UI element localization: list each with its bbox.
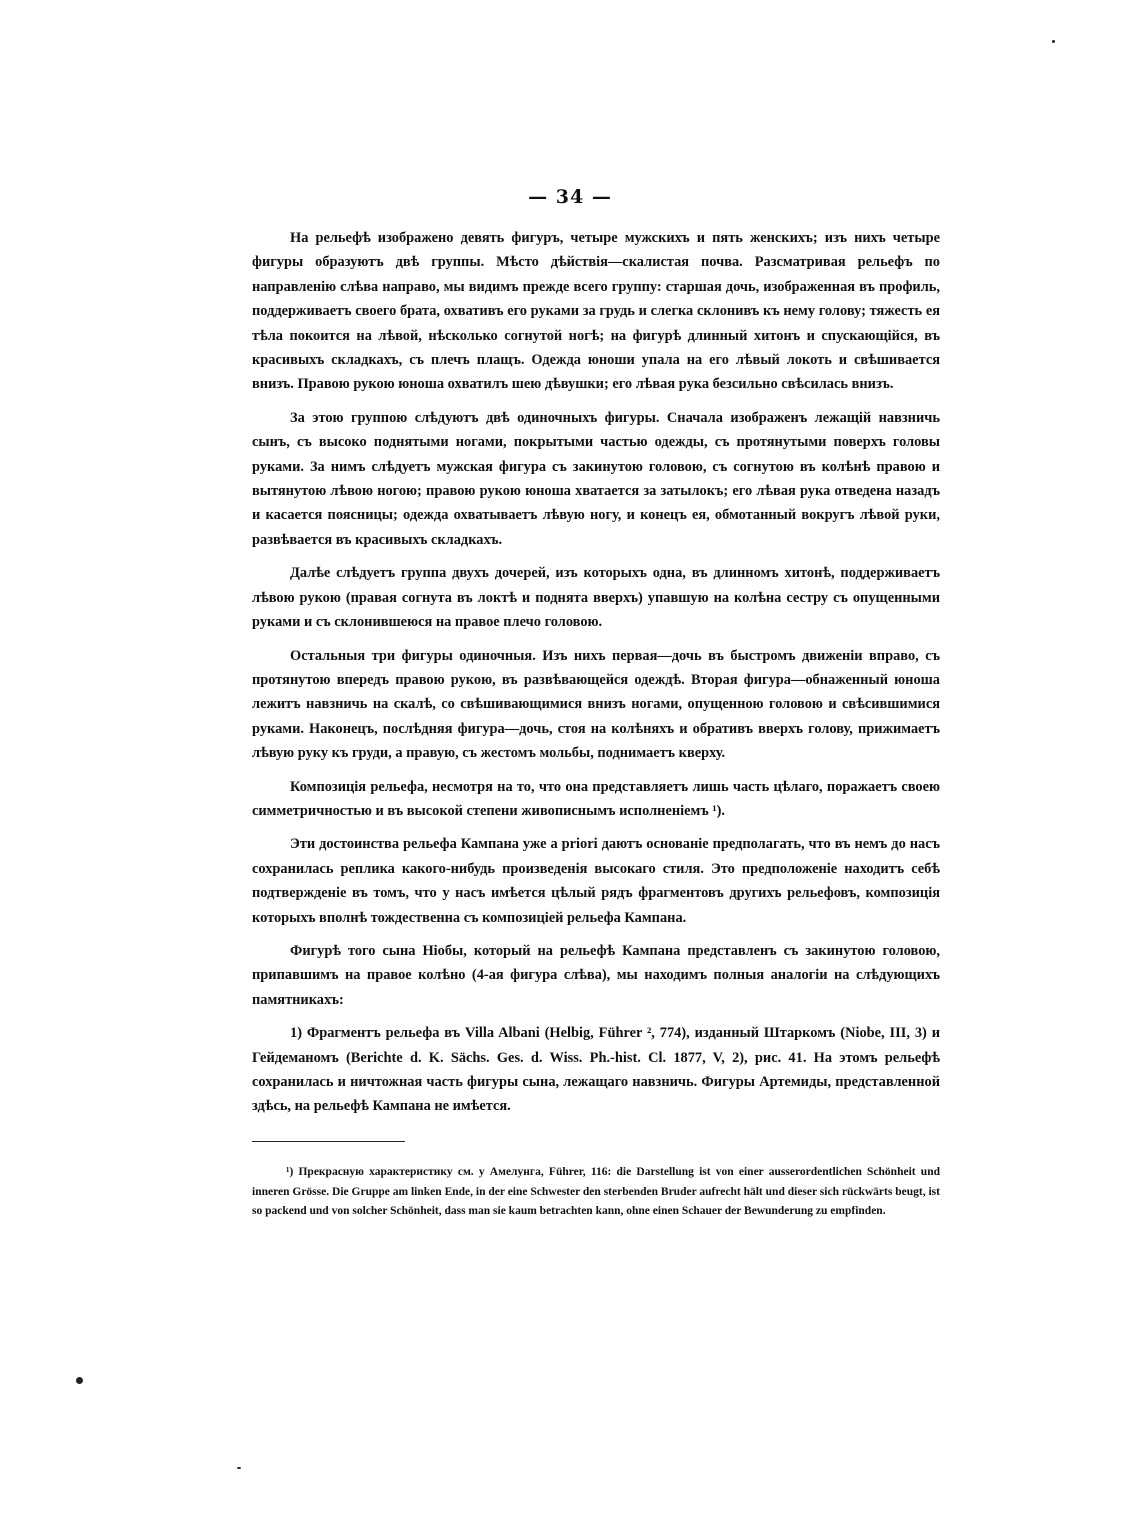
body-text	[252, 226, 940, 1128]
footnote: ¹) Прекрасную характеристику см. у Амелунга, Führer, 116: die Darstellung ist von einer ausserordentlichen Schönheit und inneren Grösse. Die Gruppe am linken Ende, in der eine Schwester den sterbenden Bruder aufrecht hält und dieser sich rückwärts beugt, ist so packend und von solcher Schönheit, dass man sie kaum betrachten kann, ohne einen Schauer der Bewunderung zu empfinden.	[252, 1166, 940, 1217]
paragraph-composition: Композиція рельефа, несмотря на то, что она представляетъ лишь часть цѣлаго, поражаетъ своею симметричностью и въ высокой степени живописнымъ исполненіемъ ¹).	[252, 778, 940, 819]
scan-speck	[1052, 40, 1055, 43]
page-number: — 34 —	[528, 186, 612, 208]
paragraph-relief-description: На рельефѣ изображено девять фигуръ, четыре мужскихъ и пять женскихъ; изъ нихъ четыре фигуры образуютъ двѣ группы. Мѣсто дѣйствія—скалистая почва. Разсматривая рельефъ по направленію слѣва направо, мы видимъ прежде всего группу: старшая дочь, изображенная въ профиль, поддерживаетъ своего брата, охвативъ его руками за грудь и слегка склонивъ къ нему голову; тяжесть ея тѣла покоится на лѣвой, нѣсколько согнутой ногѣ; на фигурѣ длинный хитонъ и спускающійся, въ красивыхъ складкахъ, съ плечъ плащъ. Одежда юноши упала на его лѣвый локоть и свѣшивается внизъ. Правою рукою юноша охватилъ шею дѣвушки; его лѣвая рука безсильно свѣсилась внизъ.	[252, 230, 940, 393]
paragraph-two-daughters: Далѣе слѣдуетъ группа двухъ дочерей, изъ которыхъ одна, въ длинномъ хитонѣ, поддерживаетъ лѣвою рукою (правая согнута въ локтѣ и поднята вверхъ) упавшую на колѣна сестру съ опущенными руками и съ склонившеюся на правое плечо головою.	[252, 565, 940, 631]
paragraph-fragment-villa-albani: 1) Фрагментъ рельефа въ Villa Albani (Helbig, Führer ², 774), изданный Штаркомъ (Niobe, III, 3) и Гейдеманомъ (Berichte d. K. Sächs. Ges. d. Wiss. Ph.-hist. Cl. 1877, V, 2), рис. 41. На этомъ рельефѣ сохранилась и ничтожная часть фигуры сына, лежащаго навзничь. Фигуры Артемиды, представленной здѣсь, на рельефѣ Кампана не имѣется.	[252, 1025, 940, 1115]
paragraph-merits: Эти достоинства рельефа Кампана уже a priori даютъ основаніе предполагать, что въ немъ до насъ сохранилась реплика какого-нибудь произведенія высокаго стиля. Это предположеніе находитъ себѣ подтвержденіе въ томъ, что у насъ имѣется цѣлый рядъ фрагментовъ другихъ рельефовъ, композиція которыхъ вполнѣ тождественна съ композиціей рельефа Кампана.	[252, 836, 940, 926]
paragraph-single-figures: За этою группою слѣдуютъ двѣ одиночныхъ фигуры. Сначала изображенъ лежащій навзничь сынъ, съ высоко поднятыми ногами, покрытыми частью одежды, съ протянутыми поверхъ головы руками. За нимъ слѣдуетъ мужская фигура съ закинутою головою, съ согнутою въ колѣнѣ правою и вытянутою лѣвою ногою; правою рукою юноша хватается за затылокъ; его лѣвая рука отведена назадъ и касается поясницы; одежда охватываетъ лѣвую ногу, и конецъ ея, обмотанный вокругъ лѣвой руки, развѣвается въ красивыхъ складкахъ.	[252, 409, 940, 548]
scan-speck	[76, 1377, 83, 1384]
paragraph-analogies: Фигурѣ того сына Ніобы, который на рельефѣ Кампана представленъ съ закинутою головою, припавшимъ на правое колѣно (4-ая фигура слѣва), мы находимъ полныя аналогіи на слѣдующихъ памятникахъ:	[252, 942, 940, 1008]
paragraph-remaining-figures: Остальныя три фигуры одиночныя. Изъ нихъ первая—дочь въ быстромъ движеніи вправо, съ протянутою впередъ правою рукою, въ развѣвающейся одеждѣ. Вторая фигура—обнаженный юноша лежитъ навзничь на скалѣ, со свѣшивающимися внизъ ногами, опущенною головою и свѣсившимися руками. Наконецъ, послѣдняя фигура—дочь, стоя на колѣняхъ и обративъ вверхъ голову, прижимаетъ лѣвую руку къ груди, а правую, съ жестомъ мольбы, поднимаетъ кверху.	[252, 647, 940, 762]
footnote-divider	[252, 1141, 405, 1142]
scan-speck	[237, 1467, 241, 1469]
